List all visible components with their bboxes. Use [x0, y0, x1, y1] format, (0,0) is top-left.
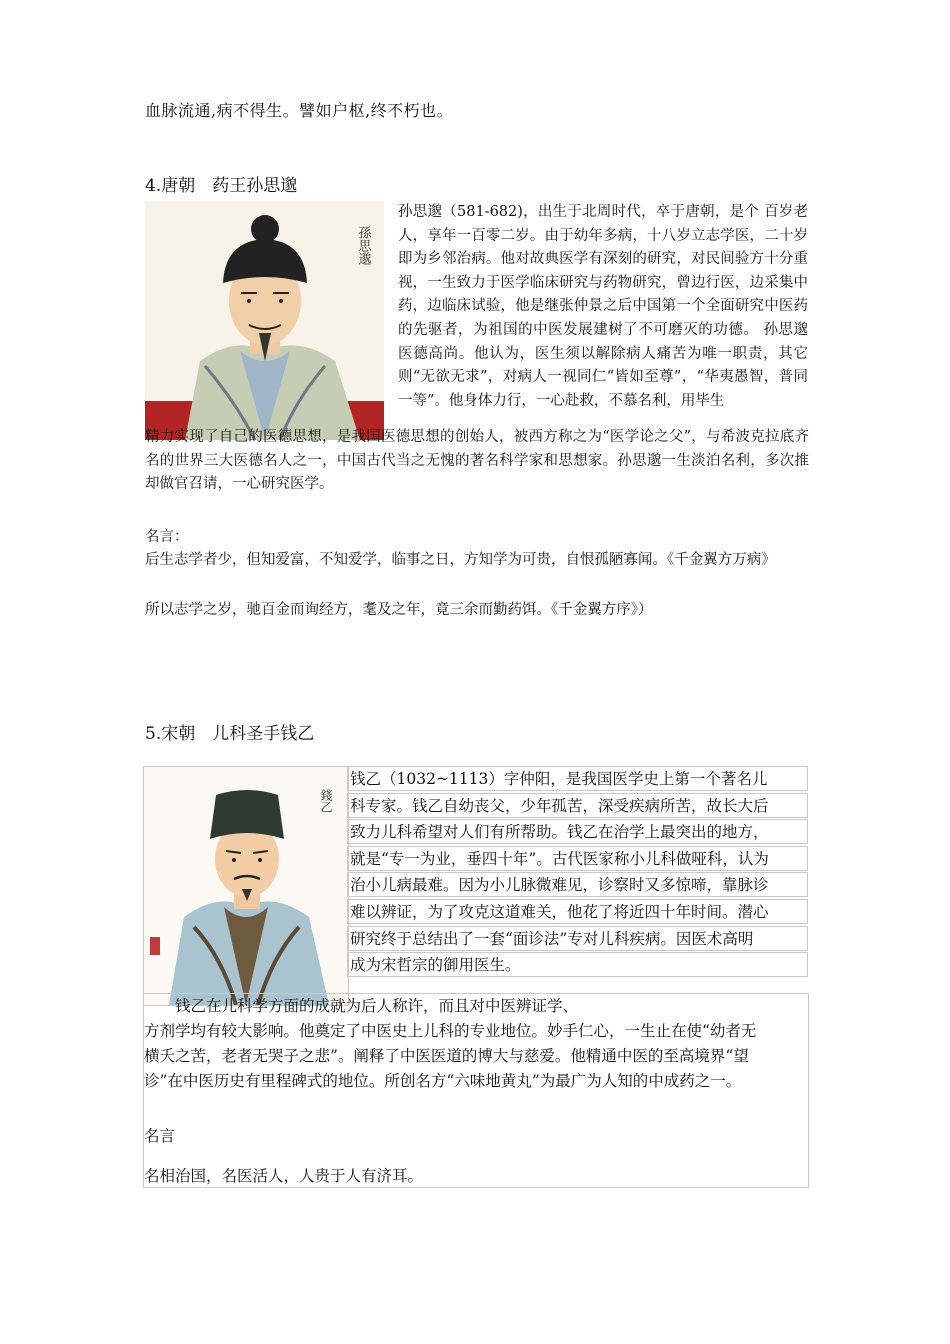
- qian-yi-lower-box: [143, 993, 809, 1188]
- qian-yi-bio-line: 致力儿科希望对人们有所帮助。钱乙在治学上最突出的地方，: [347, 819, 808, 844]
- portrait-qian-yi: [143, 766, 349, 1006]
- section-heading-qian-yi: 5.宋朝 儿科圣手钱乙: [145, 724, 315, 744]
- qian-yi-bio-line: 治小儿病最难。因为小儿脉微难见，诊察时又多惊啼，靠脉诊: [347, 872, 808, 897]
- qian-yi-bio-line: 难以辨证，为了攻克这道难关，他花了将近四十年时间。潜心: [347, 899, 808, 924]
- qian-yi-bio-line: 钱乙（1032~1113）字仲阳，是我国医学史上第一个著名儿: [347, 766, 808, 791]
- sun-simiao-quote-label: 名言：: [145, 529, 189, 545]
- qian-yi-lower-line: 方剂学均有较大影响。他奠定了中医史上儿科的专业地位。妙手仁心，一生止在使“幼者无: [144, 1022, 757, 1040]
- qian-yi-bio-line: 研究终于总结出了一套“面诊法”专对儿科疾病。因医术高明: [347, 926, 808, 951]
- qian-yi-bio-line: 科专家。钱乙自幼丧父，少年孤苦，深受疾病所苦，故长大后: [347, 793, 808, 818]
- sun-simiao-quote-2: 所以志学之岁，驰百金而询经方，耄及之年，竟三余而勤药饵。《千金翼方序》）: [145, 602, 653, 618]
- portrait-sun-simiao: [145, 201, 384, 440]
- qian-yi-lower-line: 钱乙在儿科学方面的成就为后人称许，而且对中医辨证学、: [144, 997, 579, 1015]
- portrait-label-qian: 錢乙: [319, 789, 333, 813]
- sun-simiao-bio-right: 孙思邈（581-682)，出生于北周时代，卒于唐朝，是个 百岁老人，享年一百零二岁。由于幼年多病，十八岁立志学医，二十岁即为乡邻治病。他对故典医学有深刻的研究，对民间验方十分重视，一生致力于医学临床研究与药物研究，曾边行医，边采集中药，边临床试验，他是继张仲景之后中国第一个全面研究中医药的先驱者，为祖国的中医发展建树了不可磨灭的功德。 孙思邈医德高尚。他认为，医生须以解除病人痛苦为唯一职责，其它则“无欲无求”，对病人一视同仁“皆如至尊”，“华夷愚智，普同一等”。他身体力行，一心赴救，不慕名利，用毕生: [398, 204, 808, 409]
- qian-yi-quote: 名相治国，名医活人，人贵于人有济耳。: [144, 1167, 424, 1185]
- qian-yi-bio-line: 就是“专一为业，垂四十年”。古代医家称小儿科做哑科，认为: [347, 846, 808, 871]
- qian-yi-bio-line: 成为宋哲宗的御用医生。: [347, 952, 808, 977]
- section-heading-sun-simiao: 4.唐朝 药王孙思邈: [145, 176, 298, 196]
- lead-line: 血脉流通,病不得生。譬如户枢,终不朽也。: [145, 101, 454, 120]
- qian-yi-quote-label: 名言: [144, 1127, 176, 1145]
- sun-simiao-quote-1: 后生志学者少，但知爱富，不知爱学，临事之日，方知学为可贵，自恨孤陋寡闻。《千金翼方万病》: [145, 552, 776, 568]
- portrait-label-sun: 孫思邈: [355, 226, 371, 265]
- qian-yi-lower-line: 诊”在中医历史有里程碑式的地位。所创名方“六味地黄丸”为最广为人知的中成药之一。: [144, 1072, 742, 1090]
- qian-yi-lower-line: 横夭之苦，老者无哭子之悲”。阐释了中医医道的博大与慈爱。他精通中医的至高境界“望: [144, 1047, 749, 1065]
- sun-simiao-bio-continued: 精力实现了自己的医德思想，是我国医德思想的创始人，被西方称之为“医学论之父”，与希波克拉底齐名的世界三大医德名人之一，中国古代当之无愧的著名科学家和思想家。孙思邈一生淡泊名利，多次推却做官召请，一心研究医学。: [145, 429, 809, 493]
